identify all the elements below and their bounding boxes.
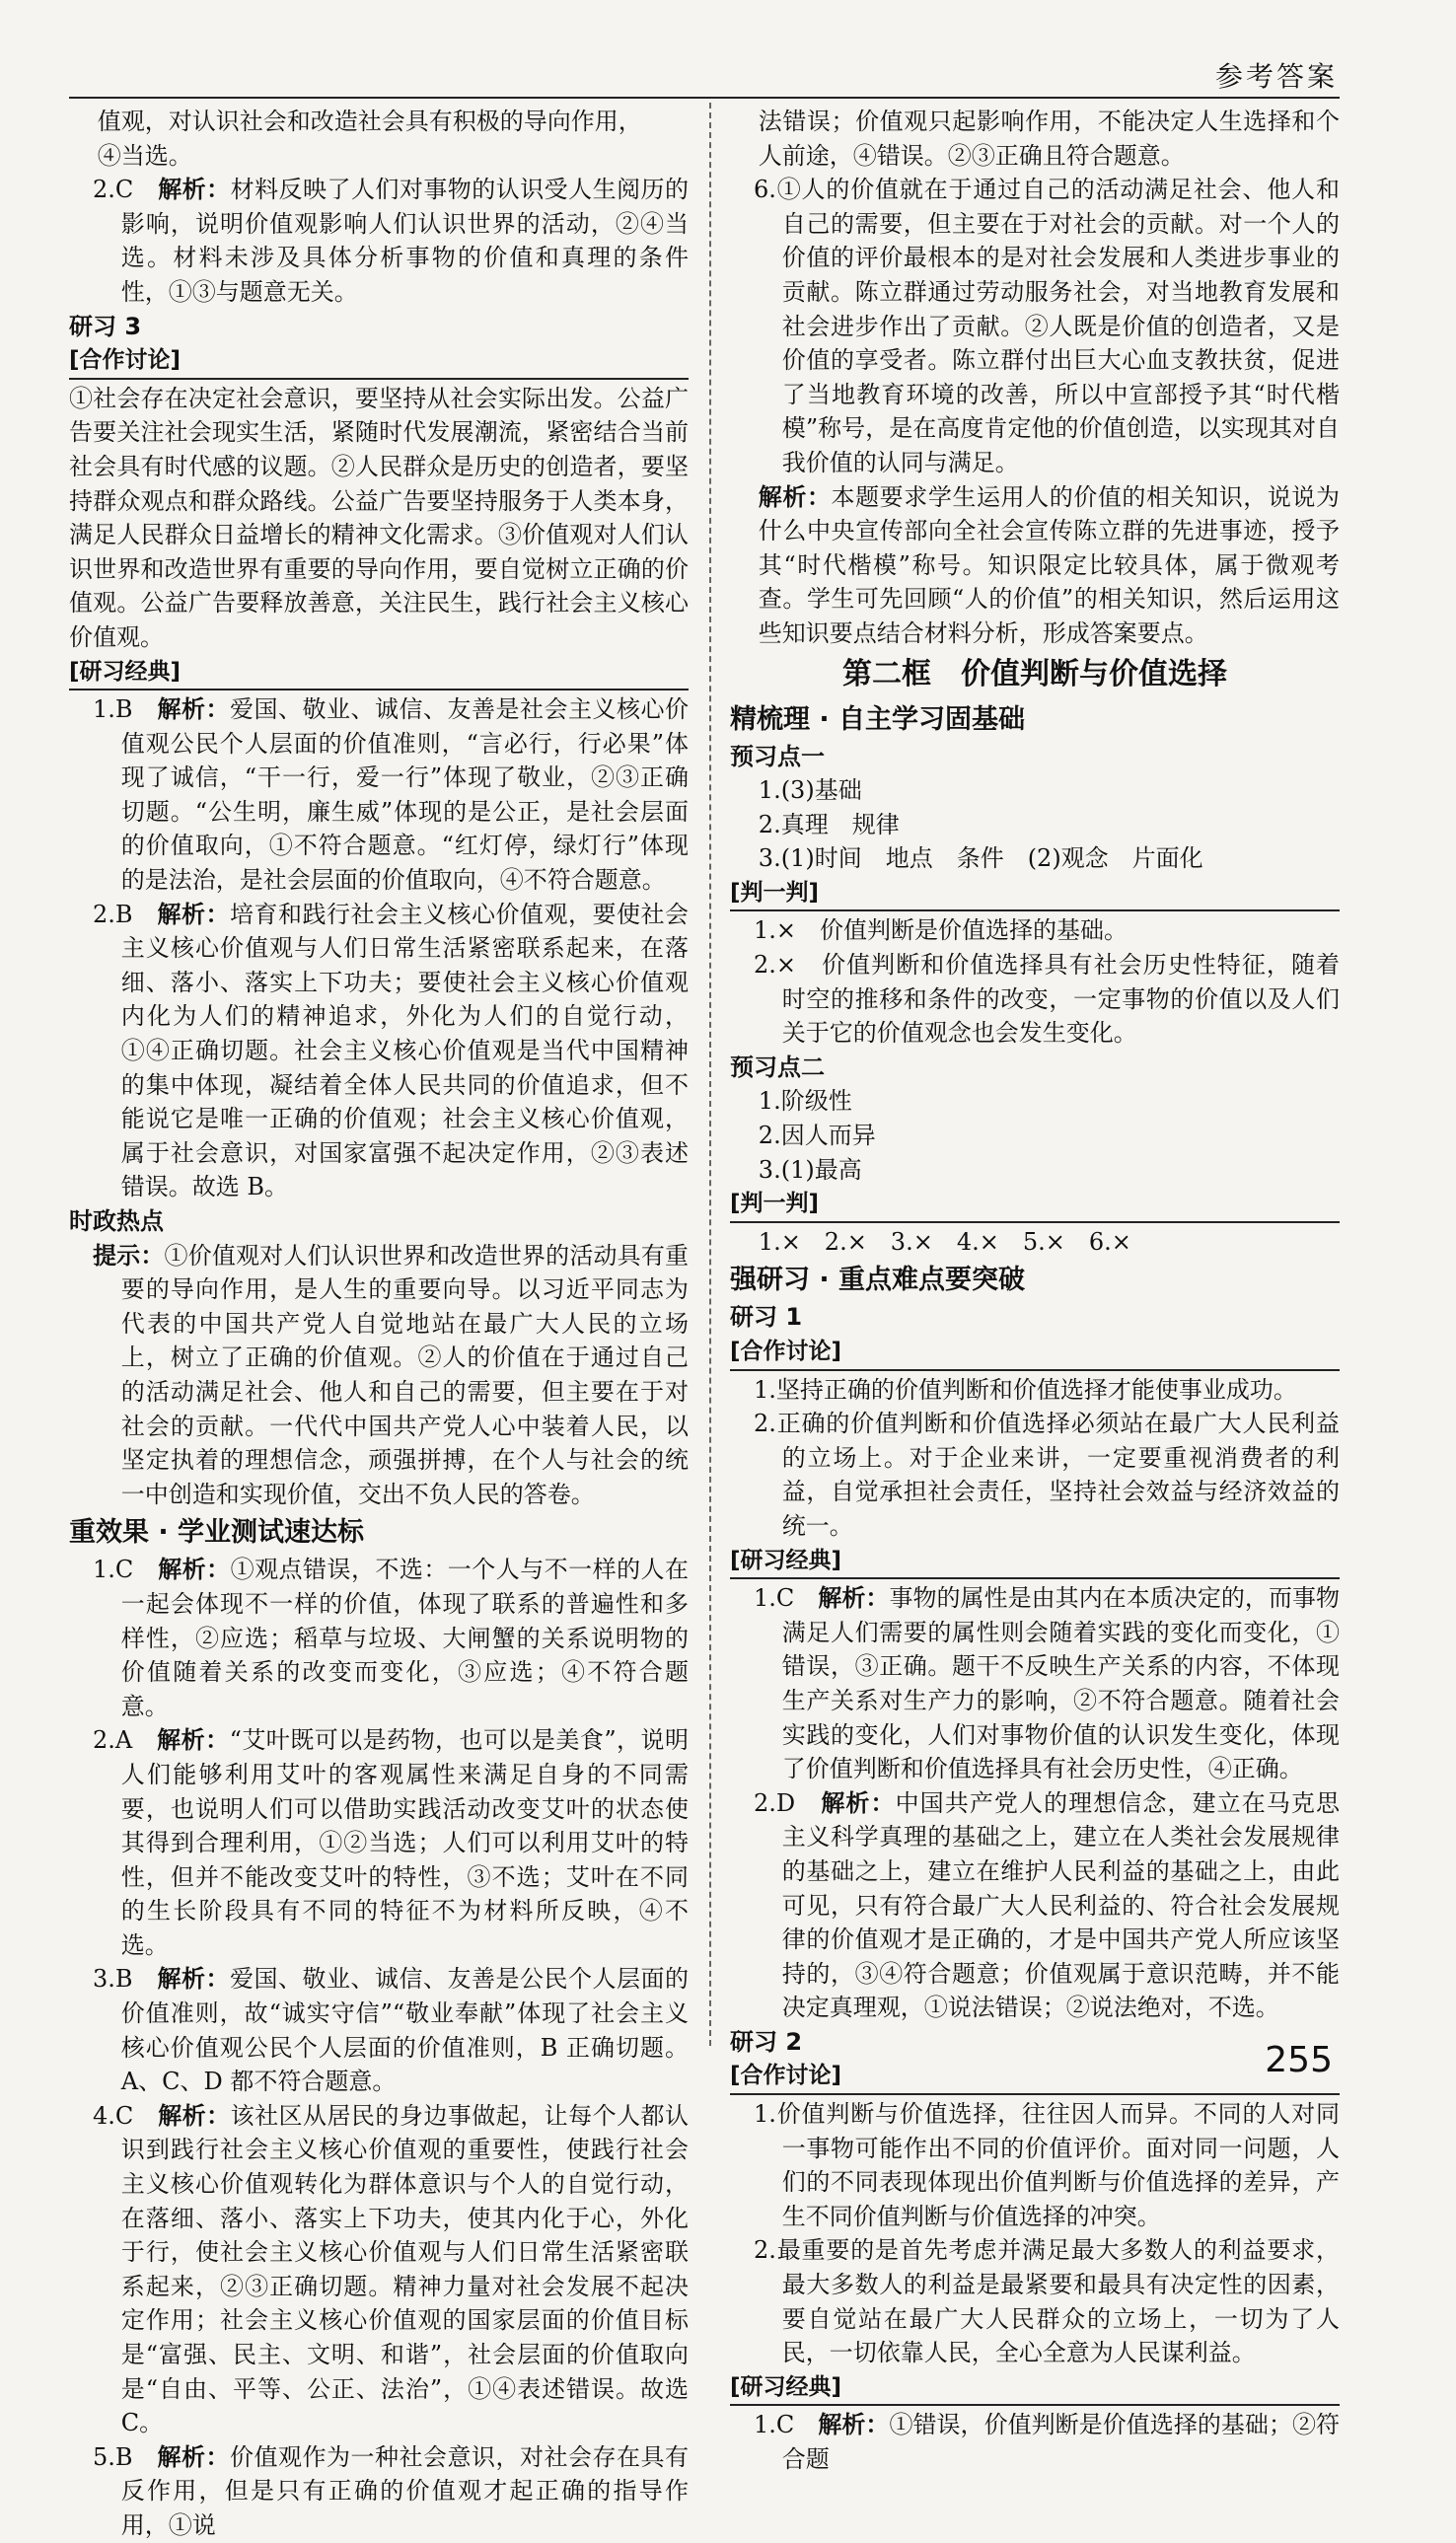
yuxi-line: 2.因人而异	[758, 1122, 876, 1150]
lesson-title: 第二框 价值判断与价值选择	[842, 656, 1227, 691]
yanxi-3-title: 研习 3	[69, 312, 142, 340]
right-column	[730, 105, 1340, 2477]
yuxi-line: 2.真理 规律	[758, 810, 900, 838]
jiexi-text: 解析：本题要求学生运用人的价值的相关知识，说说为什么中央宣传部向全社会宣传陈立群的先进事迹，授予其“时代楷模”称号。知识限定比较具体，属于微观考查。学生可先回顾“人的价值”的相关知识，然后运用这些知识要点结合材料分析，形成答案要点。	[758, 482, 1341, 647]
answer-item: 3.B 解析：爱国、敬业、诚信、友善是公民个人层面的价值准则，故“诚实守信”“敬业奉献”体现了社会主义核心价值观公民个人层面的价值准则，B 正确切题。A、C、D 都不符合题意。	[93, 1965, 690, 2096]
answer-item: 2.A 解析：“艾叶既可以是药物，也可以是美食”，说明人们能够利用艾叶的客观属性来满足自身的不同需要，也说明人们可以借助实践活动改变艾叶的状态使其得到合理利用，①②当选；人们可以利用艾叶的特性，但并不能改变艾叶的特性，③不选；艾叶在不同的生长阶段具有不同的特征不为材料所反映，④不选。	[93, 1726, 689, 1959]
continued-text: 法错误；价值观只起影响作用，不能决定人生选择和个人前途，④错误。②③正确且符合题意。	[758, 108, 1340, 170]
yuxi-line: 1.阶级性	[758, 1087, 852, 1116]
hezuo-line: 1.价值判断与价值选择，往往因人而异。不同的人对同一事物可能作出不同的价值评价。面对同一问题，人们的不同表现体现出价值判断与价值选择的差异，产生不同价值判断与价值选择的冲突。	[754, 2100, 1340, 2230]
continued-text: ④当选。	[97, 141, 192, 170]
hezuo-label: [合作讨论]	[730, 2059, 1340, 2095]
page-header-title: 参考答案	[1214, 60, 1338, 93]
hezuo-line: 2.最重要的是首先考虑并满足最大多数人的利益要求，最大多数人的利益是最紧要和最具有决定性的因素，要自觉站在最广大人民群众的立场上，一切为了人民，一切依靠人民，全心全意为人民谋利益。	[754, 2236, 1340, 2367]
yanxi-1-title: 研习 1	[730, 1303, 803, 1332]
shishi-text: 提示：①价值观对人们认识世界和改造世界的活动具有重要的导向作用，是人生的重要向导。以习近平同志为代表的中国共产党人自觉地站在最广大人民的立场上，树立了正确的价值观。②人的价值在于通过自己的活动满足社会、他人和自己的需要，但主要在于对社会的贡献。一代代中国共产党人心中装着人民，以坚定执着的理想信念，顽强拼搏，在个人与社会的统一中创造和实现价值，交出不负人民的答卷。	[93, 1241, 689, 1508]
jingdian-label: [研习经典]	[730, 1544, 1340, 1580]
hezuo-line: 2.正确的价值判断和价值选择必须站在最广大人民利益的立场上。对于企业来讲，一定要重视消费者的利益，自觉承担社会责任，坚持社会效益与经济效益的统一。	[754, 1410, 1340, 1540]
panyipan-line: 2.× 价值判断和价值选择具有社会历史性特征，随着时空的推移和条件的改变，一定事物的价值以及人们关于它的价值观念也会发生变化。	[754, 951, 1340, 1048]
jingdian-label: [研习经典]	[69, 655, 689, 691]
column-divider	[709, 103, 711, 2046]
page-number: 255	[1265, 2040, 1333, 2080]
hezuo-line: 1.坚持正确的价值判断和价值选择才能使事业成功。	[754, 1375, 1297, 1404]
yuxi-line: 3.(1)时间 地点 条件 (2)观念 片面化	[758, 844, 1203, 873]
answer-item: 2.D 解析：中国共产党人的理想信念，建立在马克思主义科学真理的基础之上，建立在人类社会发展规律的基础之上，建立在维护人民利益的基础之上，由此可见，只有符合最广大人民利益的、符合社会发展规律的价值观才是正确的，才是中国共产党人所应该坚持的，③④符合题意；价值观属于意识范畴，并不能决定真理观，①说法错误；②说法绝对，不选。	[754, 1788, 1341, 2022]
answer-item: 4.C 解析：该社区从居民的身边事做起，让每个人都认识到践行社会主义核心价值观的重要性，使践行社会主义核心价值观转化为群体意识与个人的自觉行动，在落细、落小、落实上下功夫，使其内化于心，外化于行，使社会主义核心价值观与人们日常生活紧密联系起来，②③正确切题。精神力量对社会发展不起决定作用；社会主义核心价值观的国家层面的价值目标是“富强、民主、文明、和谐”，社会层面的价值取向是“自由、平等、公正、法治”，①④表述错误。故选 C。	[93, 2101, 690, 2437]
answer-item: 2.B 解析：培育和践行社会主义核心价值观，要使社会主义核心价值观与人们日常生活紧密联系起来，在落细、落小、落实上下功夫；要使社会主义核心价值观内化为人们的精神追求，外化为人们的自觉行动，①④正确切题。社会主义核心价值观是当代中国精神的集中体现，凝结着全体人民共同的价值追求，但不能说它是唯一正确的价值观；社会主义核心价值观，属于社会意识，对国家富强不起决定作用，②③表述错误。故选 B。	[93, 900, 690, 1201]
jingdian-label: [研习经典]	[730, 2370, 1340, 2407]
left-column	[69, 105, 689, 2543]
hezuo-text: ①社会存在决定社会意识，要坚持从社会实际出发。公益广告要关注社会现实生活，紧随时代发展潮流，紧密结合当前社会具有时代感的议题。②人民群众是历史的创造者，要坚持群众观点和群众路线。公益广告要坚持服务于人类本身，满足人民群众日益增长的精神文化需求。③价值观对人们认识世界和改造世界有重要的导向作用，要自觉树立正确的价值观。公益广告要释放善意，关注民生，践行社会主义核心价值观。	[69, 384, 689, 651]
section-title: 强研习 · 重点难点要突破	[730, 1265, 1026, 1296]
yuxi-title: 预习点二	[730, 1053, 825, 1081]
answer-item: 2.C 解析：材料反映了人们对事物的认识受人生阅历的影响，说明价值观影响人们认识世界的活动，②④当选。材料未涉及具体分析事物的价值和真理的条件性，①③与题意无关。	[93, 176, 690, 306]
answer-item: 6.①人的价值就在于通过自己的活动满足社会、他人和自己的需要，但主要在于对社会的贡献。对一个人的价值的评价最根本的是对社会发展和人类进步事业的贡献。陈立群通过劳动服务社会，对当地教育发展和社会进步作出了贡献。②人既是价值的创造者，又是价值的享受者。陈立群付出巨大心血支教扶贫，促进了当地教育环境的改善，所以中宣部授予其“时代楷模”称号，是在高度肯定他的价值创造，以实现其对自我价值的认同与满足。	[754, 176, 1340, 476]
panyipan-label: [判一判]	[730, 876, 1340, 912]
yuxi-title: 预习点一	[730, 742, 825, 770]
continued-text: 值观，对认识社会和改造社会具有积极的导向作用，	[97, 108, 642, 135]
answer-item: 5.B 解析：价值观作为一种社会意识，对社会存在具有反作用，但是只有正确的价值观才起正确的指导作用，①说	[93, 2442, 690, 2539]
section-title: 重效果 · 学业测试速达标	[69, 1517, 365, 1549]
yuxi-line: 3.(1)最高	[758, 1155, 862, 1184]
panyipan-line: 1.× 价值判断是价值选择的基础。	[754, 916, 1128, 945]
header-rule	[69, 97, 1340, 99]
yanxi-2-title: 研习 2	[730, 2027, 803, 2056]
answer-item: 1.C 解析：事物的属性是由其内在本质决定的，而事物满足人们需要的属性则会随着实践的变化而变化，①错误，③正确。题干不反映生产关系的内容，不体现生产关系对生产力的影响，②不符合题意。随着社会实践的变化，人们对事物价值的认识发生变化，体现了价值判断和价值选择具有社会历史性，④正确。	[754, 1584, 1341, 1783]
shishi-title: 时政热点	[69, 1207, 164, 1235]
answer-item: 1.C 解析：①观点错误，不选：一个人与不一样的人在一起会体现不一样的价值，体现了联系的普遍性和多样性，②应选；稻草与垃圾、大闸蟹的关系说明物的价值随着关系的改变而变化，③应选；④不符合题意。	[93, 1556, 690, 1720]
answer-item: 1.B 解析：爱国、敬业、诚信、友善是社会主义核心价值观公民个人层面的价值准则，“言必行，行必果”体现了诚信，“干一行，爱一行”体现了敬业，②③正确切题。“公生明，廉生威”体现的是公正，是社会层面的价值取向，①不符合题意。“红灯停，绿灯行”体现的是法治，是社会层面的价值取向，④不符合题意。	[93, 695, 690, 895]
yuxi-line: 1.(3)基础	[758, 776, 862, 805]
panyipan-line: 1.× 2.× 3.× 4.× 5.× 6.×	[758, 1227, 1131, 1256]
hezuo-label: [合作讨论]	[730, 1335, 1340, 1371]
answer-item: 1.C 解析：①错误，价值判断是价值选择的基础；②符合题	[754, 2411, 1341, 2473]
panyipan-label: [判一判]	[730, 1187, 1340, 1223]
hezuo-label: [合作讨论]	[69, 343, 689, 380]
section-title: 精梳理 · 自主学习固基础	[730, 703, 1026, 735]
